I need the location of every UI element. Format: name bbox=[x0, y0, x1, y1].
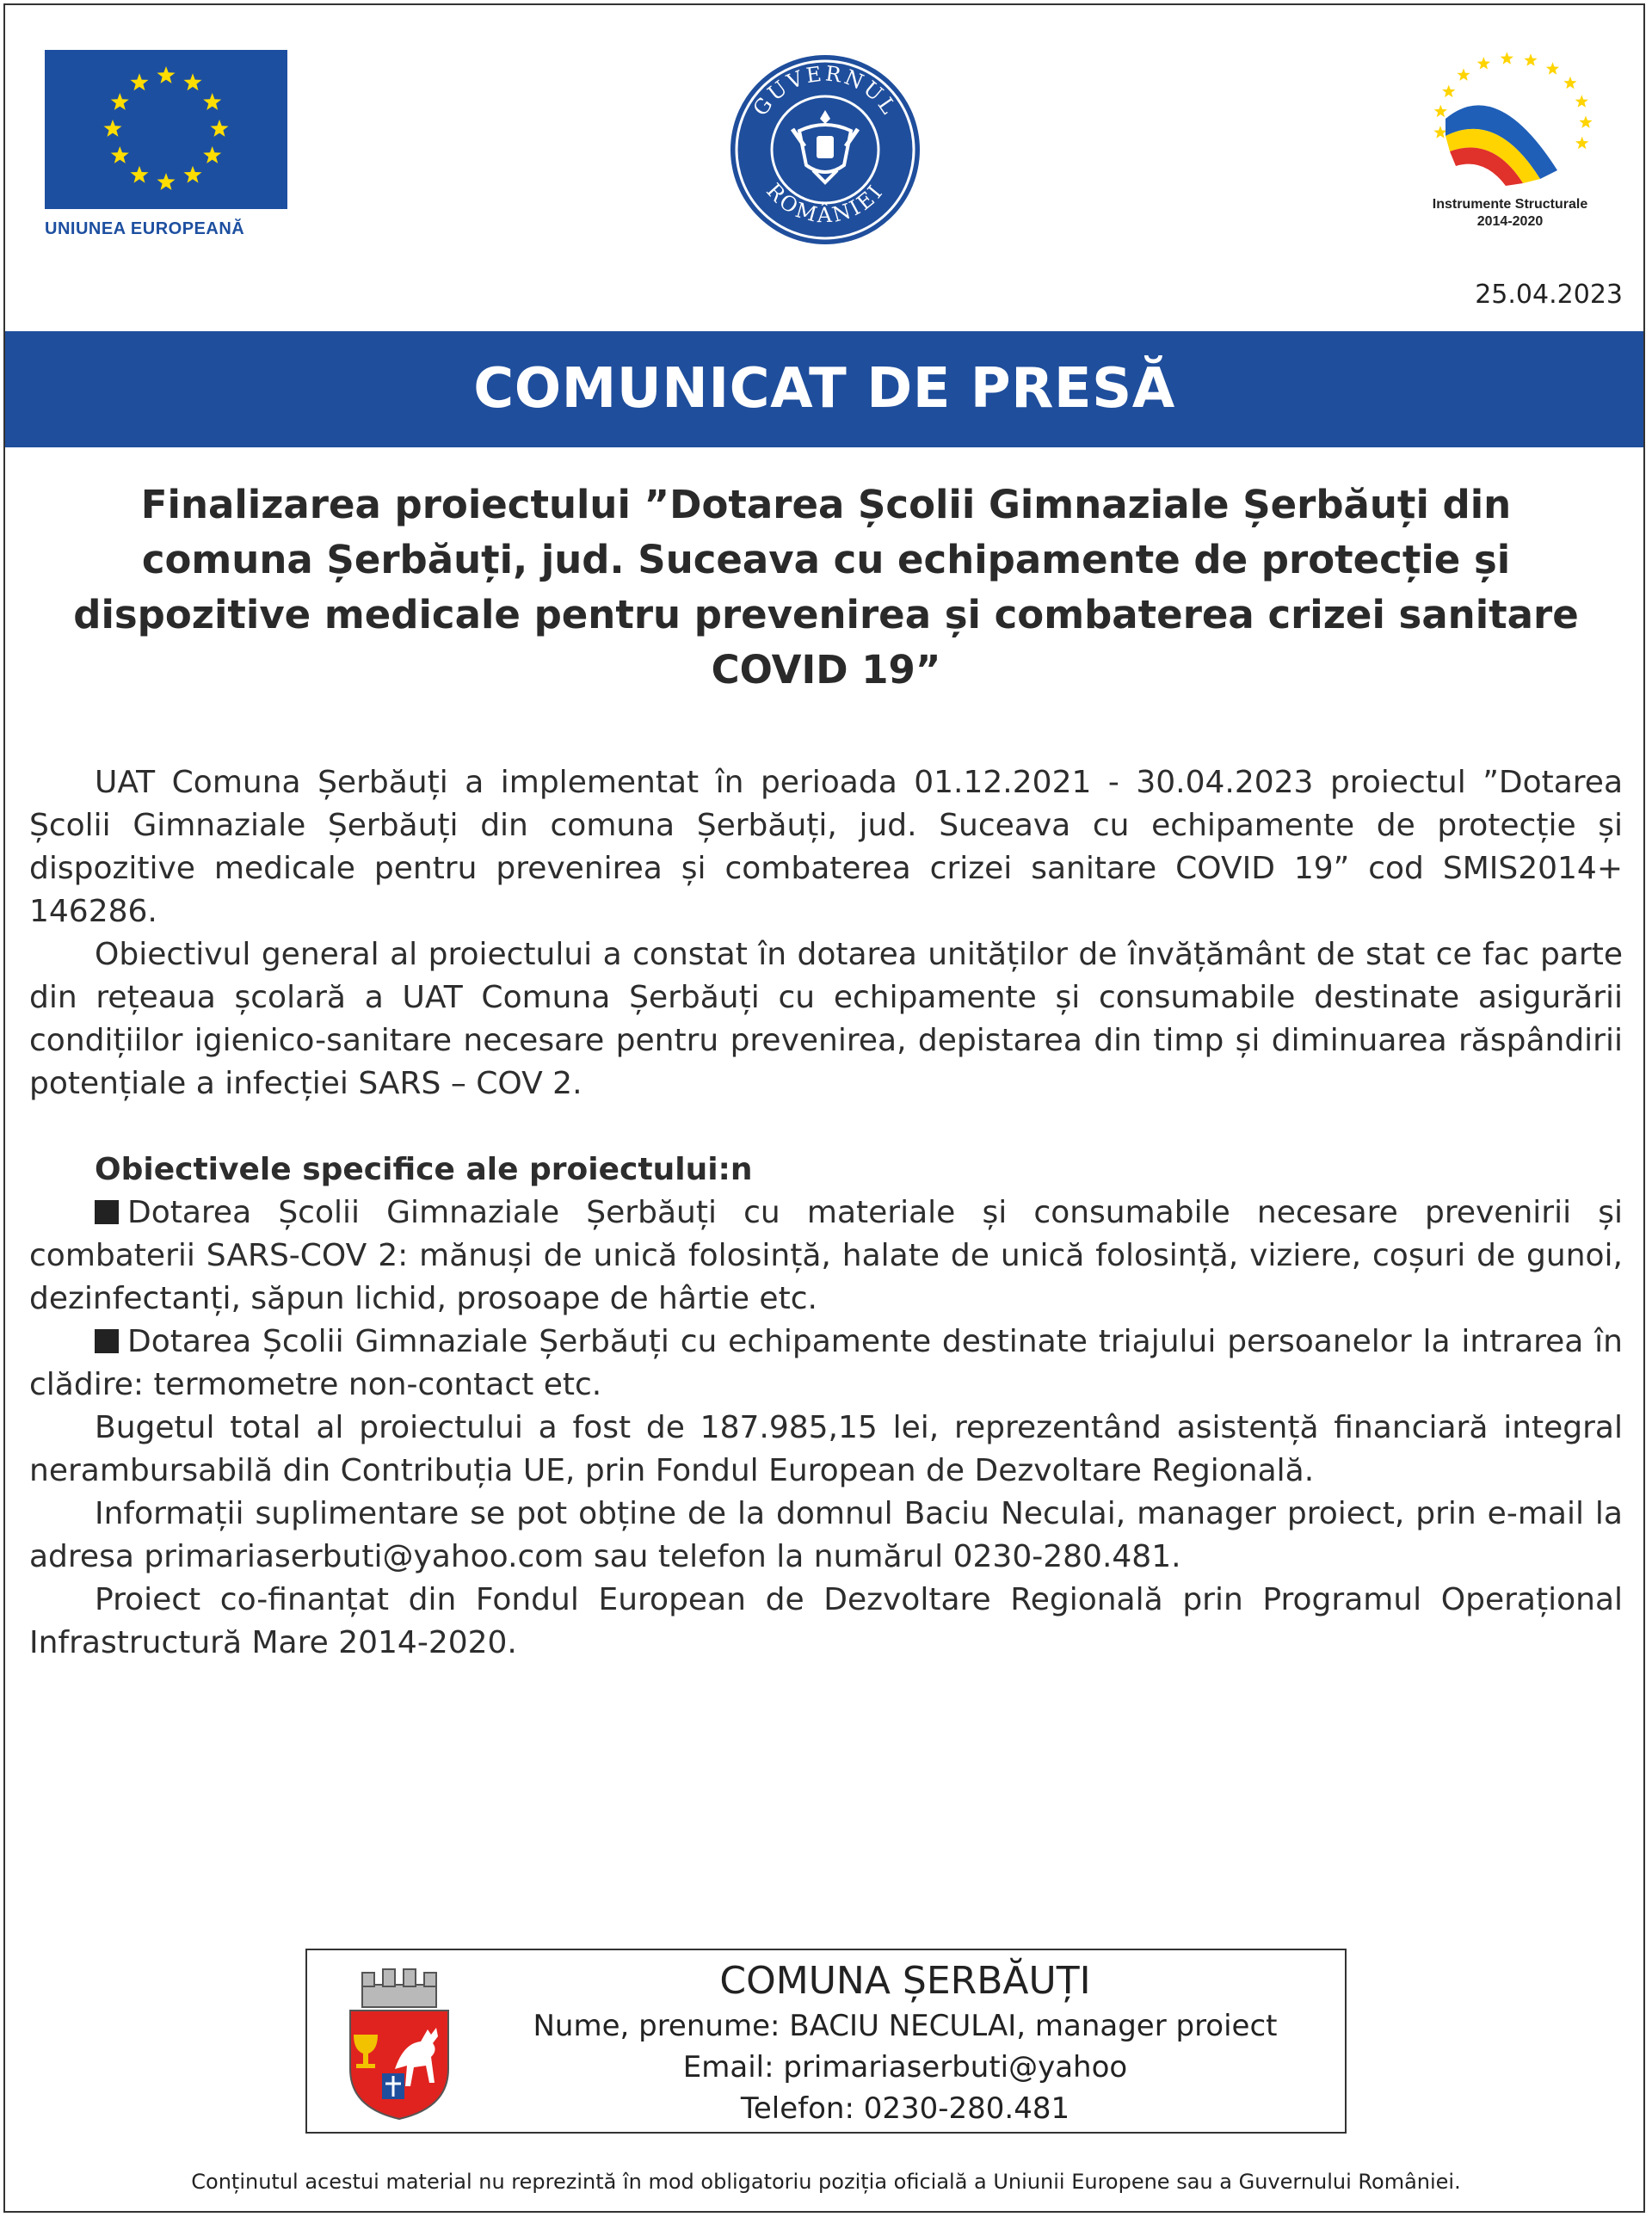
coat-of-arms-icon bbox=[343, 1966, 455, 2121]
eu-star-icon bbox=[131, 166, 149, 183]
is-star-icon bbox=[1434, 105, 1447, 118]
contact-email: Email: primariaserbuti@yahoo bbox=[682, 2050, 1128, 2085]
is-star-icon bbox=[1477, 57, 1490, 70]
is-star-icon bbox=[1546, 62, 1559, 75]
svg-text:ROMÂNIEI: ROMÂNIEI bbox=[761, 178, 889, 228]
paragraph-cofinancing: Proiect co-finanțat din Fondul European de Dezvoltare Regională prin Programul Operațional Infrastructură Mare 2014-2020. bbox=[29, 1582, 1623, 1660]
eu-star-icon bbox=[111, 93, 129, 110]
eu-star-icon bbox=[203, 93, 221, 110]
bullet-item bbox=[29, 1321, 1623, 1407]
eu-star-icon bbox=[157, 173, 176, 190]
paragraph-general-objective: Obiectivul general al proiectului a constat în dotarea unităților de învățământ de stat ce fac parte din rețeaua școlară a UAT Comuna Șerbăuți cu echipamente și consumabile destinate asigurării condițiilor igienico-sanitare necesare pentru prevenirea, depistarea din timp și diminuarea răspândirii potențiale a infecției SARS – COV 2. bbox=[29, 937, 1623, 1101]
banner-title: COMUNICAT DE PRESĂ bbox=[5, 331, 1643, 447]
bullet-text: Dotarea Școlii Gimnaziale Șerbăuți cu echipamente destinate triajului persoanelor la intrarea în clădire: termometre non-contact etc. bbox=[29, 1324, 1623, 1402]
paragraph-budget: Bugetul total al proiectului a fost de 187.985,15 lei, reprezentând asistență financiară integral nerambursabilă din Contribuția UE, prin Fondul European de Dezvoltare Regională. bbox=[29, 1410, 1623, 1488]
is-label-line1: Instrumente Structurale bbox=[1432, 197, 1588, 212]
bullet-item bbox=[29, 1192, 1623, 1321]
contact-person: Nume, prenume: BACIU NECULAI, manager proiect bbox=[533, 2009, 1278, 2043]
eu-label: UNIUNEA EUROPEANĂ bbox=[45, 219, 245, 238]
eu-star-icon bbox=[111, 146, 129, 163]
structural-instruments-logo bbox=[1411, 41, 1609, 243]
eu-star-icon bbox=[203, 146, 221, 163]
eu-star-icon bbox=[184, 166, 202, 183]
is-label-line2: 2014-2020 bbox=[1476, 214, 1544, 229]
government-logo bbox=[727, 52, 923, 248]
is-star-icon bbox=[1442, 85, 1455, 98]
eu-star-icon bbox=[184, 73, 202, 90]
is-star-icon bbox=[1575, 95, 1588, 108]
contact-name: COMUNA ȘERBĂUȚI bbox=[719, 1959, 1091, 2003]
eu-flag-icon bbox=[45, 50, 287, 209]
press-release-date: 25.04.2023 bbox=[1475, 280, 1623, 310]
body-text bbox=[29, 761, 1623, 1665]
square-bullet-icon bbox=[95, 1200, 119, 1224]
is-star-icon bbox=[1575, 137, 1588, 150]
paragraph-contact-info: Informații suplimentare se pot obține de la domnul Baciu Neculai, manager proiect, prin e-mail la adresa primariaserbuti@yahoo.com sau telefon la numărul 0230-280.481. bbox=[29, 1496, 1623, 1574]
bullet-text: Dotarea Școlii Gimnaziale Șerbăuți cu materiale și consumabile necesare prevenirii și combaterii SARS-COV 2: mănuși de unică folosință, halate de unică folosință, viziere, coșuri de gunoi, dezinfectanți, săpun lichid, prosoape de hârtie etc. bbox=[29, 1195, 1623, 1316]
is-star-icon bbox=[1563, 77, 1576, 89]
contact-box bbox=[305, 1949, 1347, 2134]
is-star-icon bbox=[1433, 126, 1446, 139]
headline: Finalizarea proiectului ”Dotarea Școlii Gimnaziale Șerbăuți din comuna Șerbăuți, jud. Suceava cu echipamente de protecție și dispozitive medicale pentru prevenirea și combaterea crizei sanitare COVID 19” bbox=[73, 482, 1579, 693]
specific-objectives-heading: Obiectivele specifice ale proiectului:n bbox=[95, 1152, 753, 1187]
eu-logo bbox=[45, 50, 287, 239]
eu-star-icon bbox=[131, 73, 149, 90]
is-star-icon bbox=[1457, 68, 1470, 81]
is-star-icon bbox=[1501, 52, 1513, 64]
eu-star-icon bbox=[157, 66, 176, 83]
eu-star-icon bbox=[211, 120, 229, 137]
contact-details bbox=[479, 1957, 1331, 2129]
svg-text:GUVERNUL: GUVERNUL bbox=[748, 61, 903, 120]
contact-phone: Telefon: 0230-280.481 bbox=[740, 2091, 1070, 2126]
is-star-icon bbox=[1524, 53, 1537, 66]
structural-instruments-label bbox=[1411, 196, 1609, 231]
is-star-icon bbox=[1579, 116, 1592, 128]
square-bullet-icon bbox=[95, 1329, 119, 1353]
disclaimer: Conținutul acestui material nu reprezintă în mod obligatoriu poziția oficială a Uniunii Europene sau a Guvernului României. bbox=[191, 2170, 1461, 2194]
paragraph-implementation: UAT Comuna Șerbăuți a implementat în perioada 01.12.2021 - 30.04.2023 proiectul ”Dotarea Școlii Gimnaziale Șerbăuți din comuna Șerbăuți, jud. Suceava cu echipamente de protecție și dispozitive medicale pentru prevenirea și combaterea crizei sanitare COVID 19” cod SMIS2014+ 146286. bbox=[29, 765, 1623, 929]
eu-star-icon bbox=[104, 120, 122, 137]
